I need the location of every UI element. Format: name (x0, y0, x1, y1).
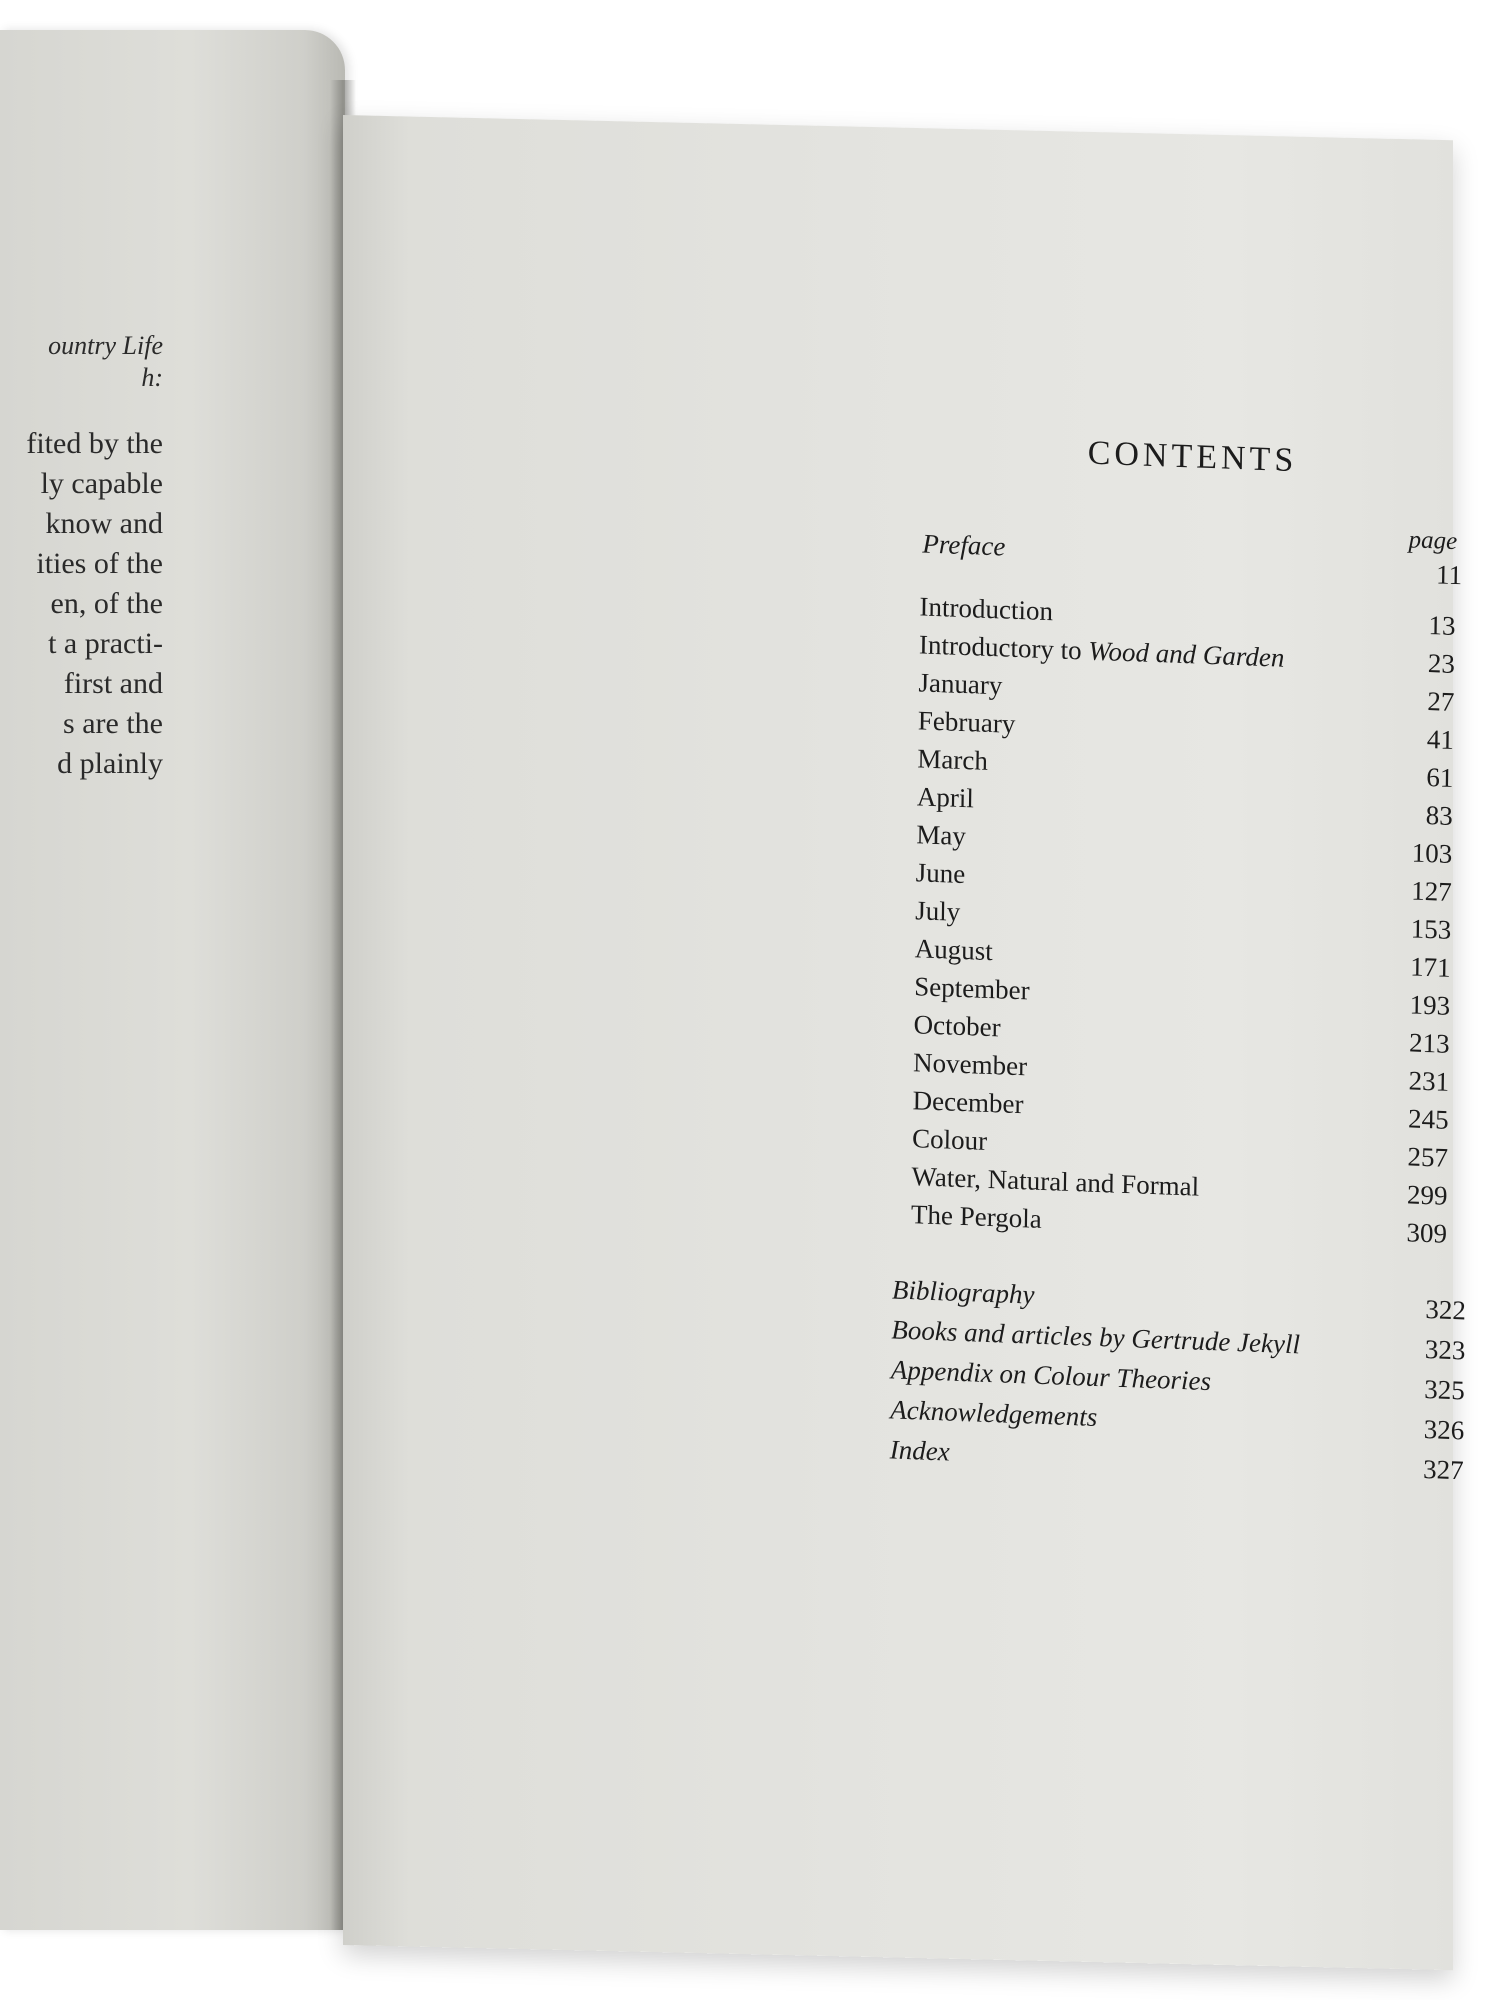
toc-entry-page: 23 (1427, 648, 1456, 680)
toc-entry-page: 323 (1424, 1334, 1466, 1366)
toc-entry-page: 127 (1411, 875, 1452, 907)
left-page-spacer (26, 394, 163, 424)
toc-entry-page: 171 (1409, 951, 1451, 983)
left-page-line: fited by the (26, 427, 163, 460)
toc-entry-page: 41 (1426, 724, 1455, 755)
toc-entry-label: May (916, 819, 967, 852)
toc-entry-page: 13 (1428, 610, 1456, 642)
toc-entry-page: 327 (1422, 1453, 1464, 1486)
toc-entry-label: The Pergola (910, 1199, 1042, 1234)
left-page-line: t a practi- (48, 627, 163, 660)
toc-entry-page: 83 (1425, 799, 1454, 831)
toc-entry-label: Index (889, 1434, 950, 1467)
toc-entry-page: 231 (1408, 1065, 1450, 1097)
toc-entry-page: 257 (1407, 1141, 1449, 1173)
table-of-contents (883, 428, 1500, 1550)
toc-entry-label-italic: Wood and Garden (1088, 635, 1285, 673)
toc-entry-page: 61 (1426, 762, 1454, 793)
toc-entry-label: December (912, 1085, 1024, 1120)
left-page-line: d plainly (57, 747, 163, 780)
toc-entry-page: 11 (1435, 559, 1463, 591)
left-page-line: first and (63, 667, 163, 700)
toc-entry-page: 299 (1406, 1179, 1448, 1211)
toc-entry-page: 27 (1427, 686, 1455, 718)
left-page-line: know and (45, 507, 163, 540)
toc-entry-label-prefix: Introductory to (918, 629, 1089, 666)
toc-entry-label: Colour (911, 1123, 988, 1156)
toc-entry-label: July (915, 895, 961, 927)
left-page (0, 30, 345, 1930)
toc-entry-page: 193 (1409, 989, 1451, 1021)
toc-entry-page: 213 (1408, 1027, 1450, 1059)
toc-entry-label: Appendix on Colour Theories (890, 1354, 1212, 1397)
toc-entry-page: 326 (1423, 1413, 1465, 1446)
left-page-line: en, of the (50, 587, 163, 620)
left-page-line: h: (141, 363, 163, 392)
toc-entry-label: Books and articles by Gertrude Jekyll (891, 1314, 1301, 1360)
right-page (343, 115, 1467, 1970)
toc-entry-label: February (917, 705, 1016, 739)
toc-entry-label: Introduction (919, 591, 1054, 627)
toc-entry-label: October (913, 1009, 1001, 1043)
left-page-line: ountry Life (48, 331, 163, 360)
left-page-line: ities of the (36, 547, 163, 580)
toc-entry-page: 245 (1407, 1103, 1449, 1135)
toc-entry-label: January (918, 667, 1003, 701)
toc-entry-label: Acknowledgements (890, 1394, 1098, 1432)
toc-entry-label: Bibliography (891, 1274, 1035, 1310)
left-page-line: s are the (63, 707, 163, 740)
toc-entry-label: April (916, 781, 975, 814)
page-column-label: page (1408, 526, 1458, 556)
toc-entry-label: August (914, 933, 993, 967)
left-page-text (26, 330, 163, 784)
toc-entry-label: Preface (922, 528, 1006, 562)
toc-entry-preface (896, 528, 1496, 591)
toc-entry-label: June (915, 857, 966, 890)
toc-entry-page: 309 (1406, 1217, 1448, 1249)
toc-entry-label: March (917, 743, 989, 776)
toc-entry-page: 325 (1424, 1373, 1466, 1406)
toc-entry-label: November (912, 1047, 1028, 1082)
contents-heading: CONTENTS (1087, 434, 1298, 480)
toc-entry-page: 322 (1425, 1294, 1467, 1326)
toc-entry-label: September (913, 971, 1030, 1006)
toc-entry-page: 153 (1410, 913, 1452, 945)
toc-entry-label: Water, Natural and Formal (911, 1161, 1200, 1202)
toc-entry-page: 103 (1411, 837, 1453, 869)
left-page-line: ly capable (40, 467, 163, 500)
